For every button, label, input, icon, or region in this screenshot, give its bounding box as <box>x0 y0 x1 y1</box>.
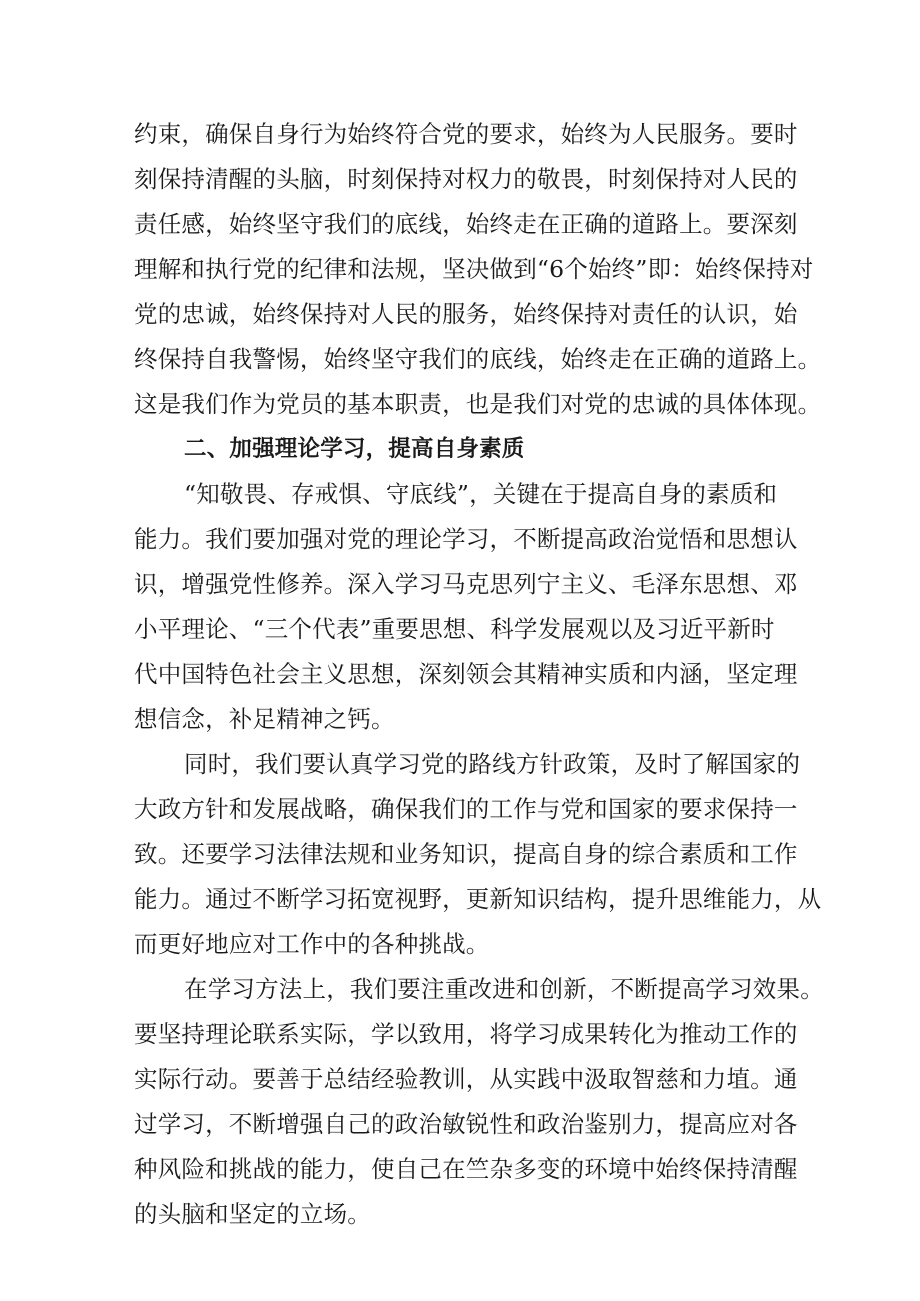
text-line: 大政方针和发展战略，确保我们的工作与党和国家的要求保持一 <box>134 795 798 823</box>
text-line: 代中国特色社会主义思想，深刻领会其精神实质和内涵，坚定理 <box>134 660 798 688</box>
text-line: 责任感，始终坚守我们的底线，始终走在正确的道路上。要深刻 <box>134 210 798 238</box>
text-line: 过学习，不断增强自己的政治敏锐性和政治鉴别力，提高应对各 <box>134 1110 798 1138</box>
text-line: 能力。通过不断学习拓宽视野，更新知识结构，提升思维能力，从 <box>134 885 822 913</box>
text-line: 致。还要学习法律法规和业务知识，提高自身的综合素质和工作 <box>134 840 798 868</box>
text-line: 而更好地应对工作中的各种挑战。 <box>134 930 490 958</box>
text-line: 种风险和挑战的能力，使自己在竺杂多变的环境中始终保持清醒 <box>134 1155 798 1183</box>
text-line: 能力。我们要加强对党的理论学习，不断提高政治觉悟和思想认 <box>134 525 798 553</box>
section-heading: 二、加强理论学习，提高自身素质 <box>184 436 525 462</box>
text-line: 实际行动。要善于总结经验教训，从实践中汲取智慈和力埴。通 <box>134 1065 798 1093</box>
text-line: 小平理论、“三个代表”重要思想、科学发展观以及习近平新时 <box>134 615 775 643</box>
text-line: 在学习方法上，我们要注重改进和创新，不断提高学习效果。 <box>184 975 824 1003</box>
text-line: 的头脑和坚定的立场。 <box>134 1200 371 1228</box>
text-line: “知敬畏、存戒惧、守底线”，关键在于提高自身的素质和 <box>184 480 778 508</box>
text-line: 识，增强党性修养。深入学习马克思列宁主义、毛泽东思想、邓 <box>134 570 798 598</box>
text-line: 想信念，补足精神之钙。 <box>134 705 395 733</box>
text-line: 要坚持理论联系实际，学以致用，将学习成果转化为推动工作的 <box>134 1020 798 1048</box>
text-line: 终保持自我警惕，始终坚守我们的底线，始终走在正确的道路上。 <box>134 345 822 373</box>
text-line: 理解和执行党的纪律和法规，坚决做到“6个始终”即：始终保持对 <box>134 255 814 283</box>
text-line: 约束，确保自身行为始终符合党的要求，始终为人民服务。要时 <box>134 120 798 148</box>
text-line: 党的忠诚，始终保持对人民的服务，始终保持对责任的认识，始 <box>134 300 798 328</box>
text-line: 刻保持清醒的头脑，时刻保持对权力的敬畏，时刻保持对人民的 <box>134 165 798 193</box>
text-line: 同时，我们要认真学习党的路线方针政策，及时了解国家的 <box>184 750 801 778</box>
text-line: 这是我们作为党员的基本职责，也是我们对党的忠诚的具体体现。 <box>134 390 822 418</box>
